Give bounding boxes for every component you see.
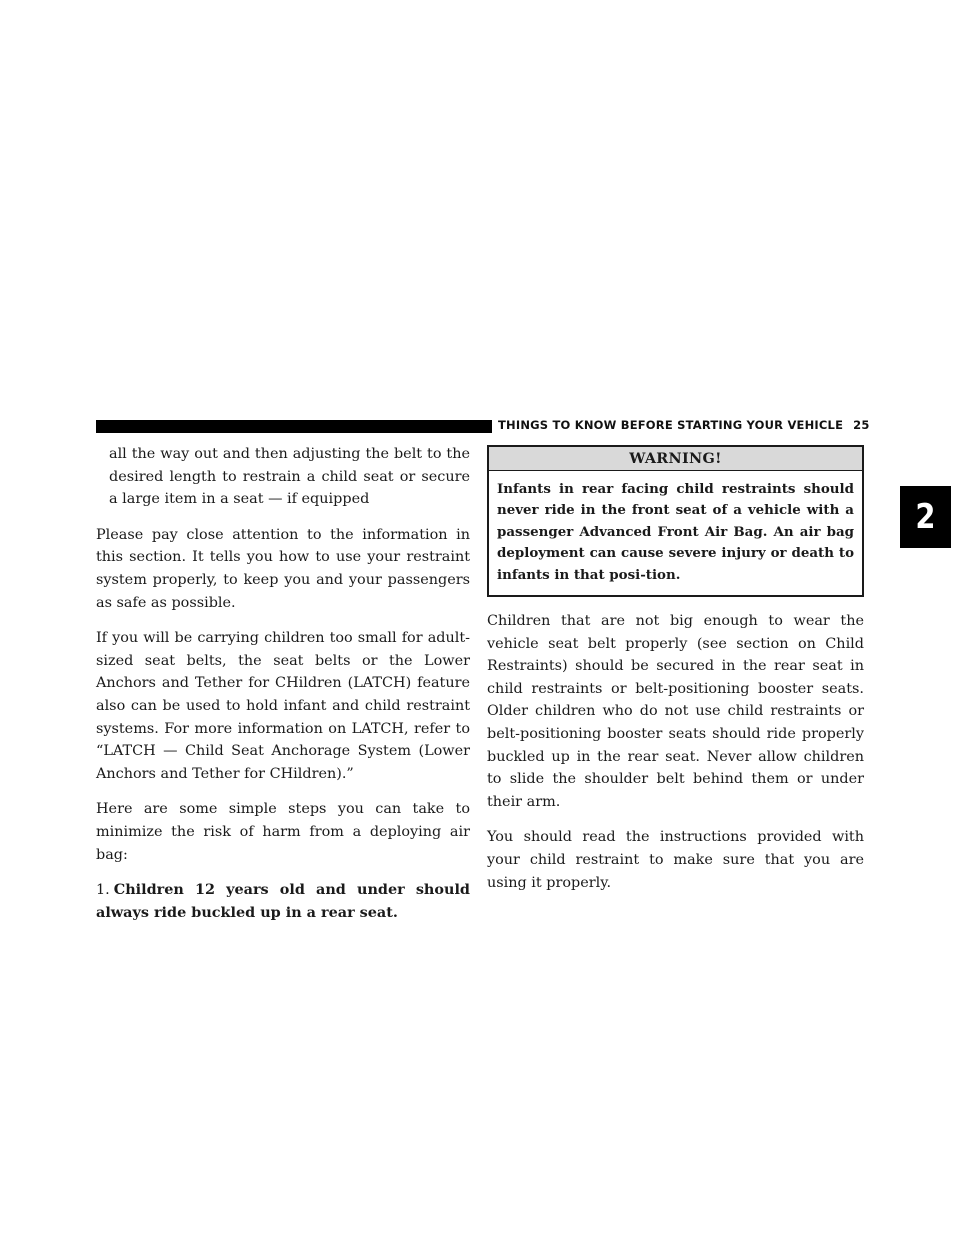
continuation-paragraph: all the way out and then adjusting the belt to the desired length to restrain a child seat or secure a large item in a seat — if equipped xyxy=(109,446,470,508)
running-header xyxy=(498,418,870,432)
step-number: 1. xyxy=(96,882,110,899)
right-column xyxy=(487,445,864,907)
step-item xyxy=(96,879,470,924)
warning-box xyxy=(487,445,864,597)
page-number: 25 xyxy=(853,418,870,432)
section-title: THINGS TO KNOW BEFORE STARTING YOUR VEHICLE xyxy=(498,418,844,432)
warning-title: WARNING! xyxy=(489,447,862,471)
paragraph: If you will be carrying children too small for adult-sized seat belts, the seat belts or the Lower Anchors and Tether for CHildren (LATCH) feature also can be used to hold infant and child restraint systems. For more information on LATCH, refer to “LATCH — Child Seat Anchorage System (Lower Anchors and Tether for CHildren).” xyxy=(96,630,470,782)
step-text: Children 12 years old and under should always ride buckled up in a rear seat. xyxy=(96,881,470,921)
warning-text: Infants in rear facing child restraints should never ride in the front seat of a vehicle with a passenger Advanced Front Air Bag. An air bag deployment can cause severe injury or death to infants in that posi-tion. xyxy=(497,481,854,583)
paragraph: You should read the instructions provided with your child restraint to make sure that you are using it properly. xyxy=(487,829,864,891)
paragraph: Here are some simple steps you can take to minimize the risk of harm from a deploying air bag: xyxy=(96,801,470,863)
paragraph: Please pay close attention to the information in this section. It tells you how to use your restraint system properly, to keep you and your passengers as safe as possible. xyxy=(96,526,470,611)
paragraph: Children that are not big enough to wear the vehicle seat belt properly (see section on Child Restraints) should be secured in the rear seat in child restraints or belt-positioning booster seats. Older children who do not use child restraints or belt-positioning booster seats should ride properly buckled up in the rear seat. Never allow children to slide the shoulder belt behind them or under their arm. xyxy=(487,613,864,810)
header-rule-bar xyxy=(96,420,492,433)
chapter-tab: 2 xyxy=(900,486,951,548)
left-column xyxy=(96,443,470,937)
